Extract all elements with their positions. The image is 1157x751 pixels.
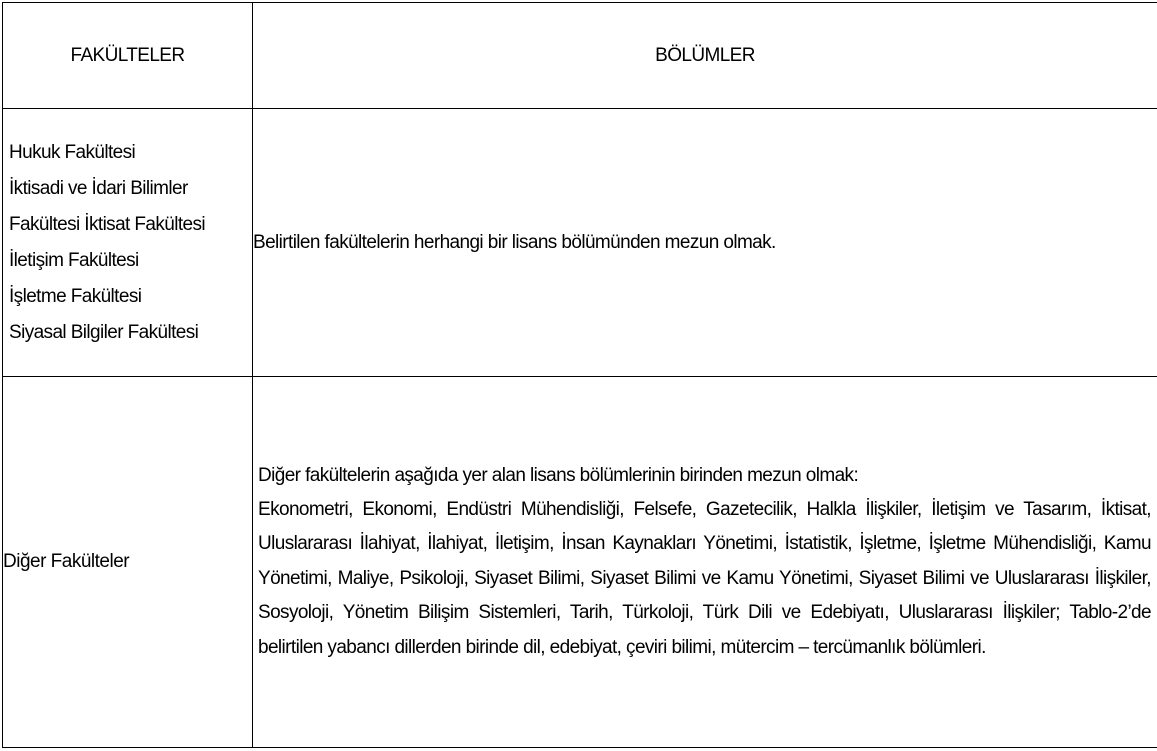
faculty-list-item: İletişim Fakültesi	[9, 249, 139, 271]
faculty-list-item: İktisadi ve İdari Bilimler	[9, 177, 188, 199]
faculty-list-item: Hukuk Fakültesi	[9, 141, 136, 163]
table-row	[3, 377, 1157, 748]
requirement-cell	[253, 377, 1157, 748]
faculty-list	[3, 135, 252, 351]
faculty-list-item: İşletme Fakültesi	[9, 285, 142, 307]
table-header-row	[3, 3, 1157, 109]
faculties-departments-table	[2, 2, 1157, 748]
other-faculties-cell: Diğer Fakülteler	[3, 377, 253, 748]
table-row	[3, 109, 1157, 377]
faculty-list-item: Siyasal Bilgiler Fakültesi	[9, 321, 199, 343]
requirement-intro: Diğer fakültelerin aşağıda yer alan lisans bölümlerinin birinden mezun olmak:	[258, 464, 859, 486]
departments-column-header: BÖLÜMLER	[253, 3, 1157, 109]
faculties-column-header: FAKÜLTELER	[3, 3, 253, 109]
requirement-block	[253, 459, 1157, 666]
faculties-cell	[3, 109, 253, 377]
faculty-list-item: Fakültesi İktisat Fakültesi	[9, 213, 206, 235]
department-list-text: Ekonometri, Ekonomi, Endüstri Mühendisliği, Felsefe, Gazetecilik, Halkla İlişkiler, İletişim ve Tasarım, İktisat, Uluslararası İlahiyat, İlahiyat, İletişim, İnsan Kaynakları Yönetimi, İstatistik, İşletme, İşletme Mühendisliği, Kamu Yönetimi, Maliye, Psikoloji, Siyaset Bilimi, Siyaset Bilimi ve Kamu Yönetimi, Siyaset Bilimi ve Uluslararası İlişkiler, Sosyoloji, Yönetim Bilişim Sistemleri, Tarih, Türkoloji, Türk Dili ve Edebiyatı, Uluslararası İlişkiler; Tablo-2’de belirtilen yabancı dillerden birinde dil, edebiyat, çeviri bilimi, mütercim – tercümanlık bölümleri.	[258, 498, 1151, 658]
requirement-cell: Belirtilen fakültelerin herhangi bir lisans bölümünden mezun olmak.	[253, 109, 1157, 377]
